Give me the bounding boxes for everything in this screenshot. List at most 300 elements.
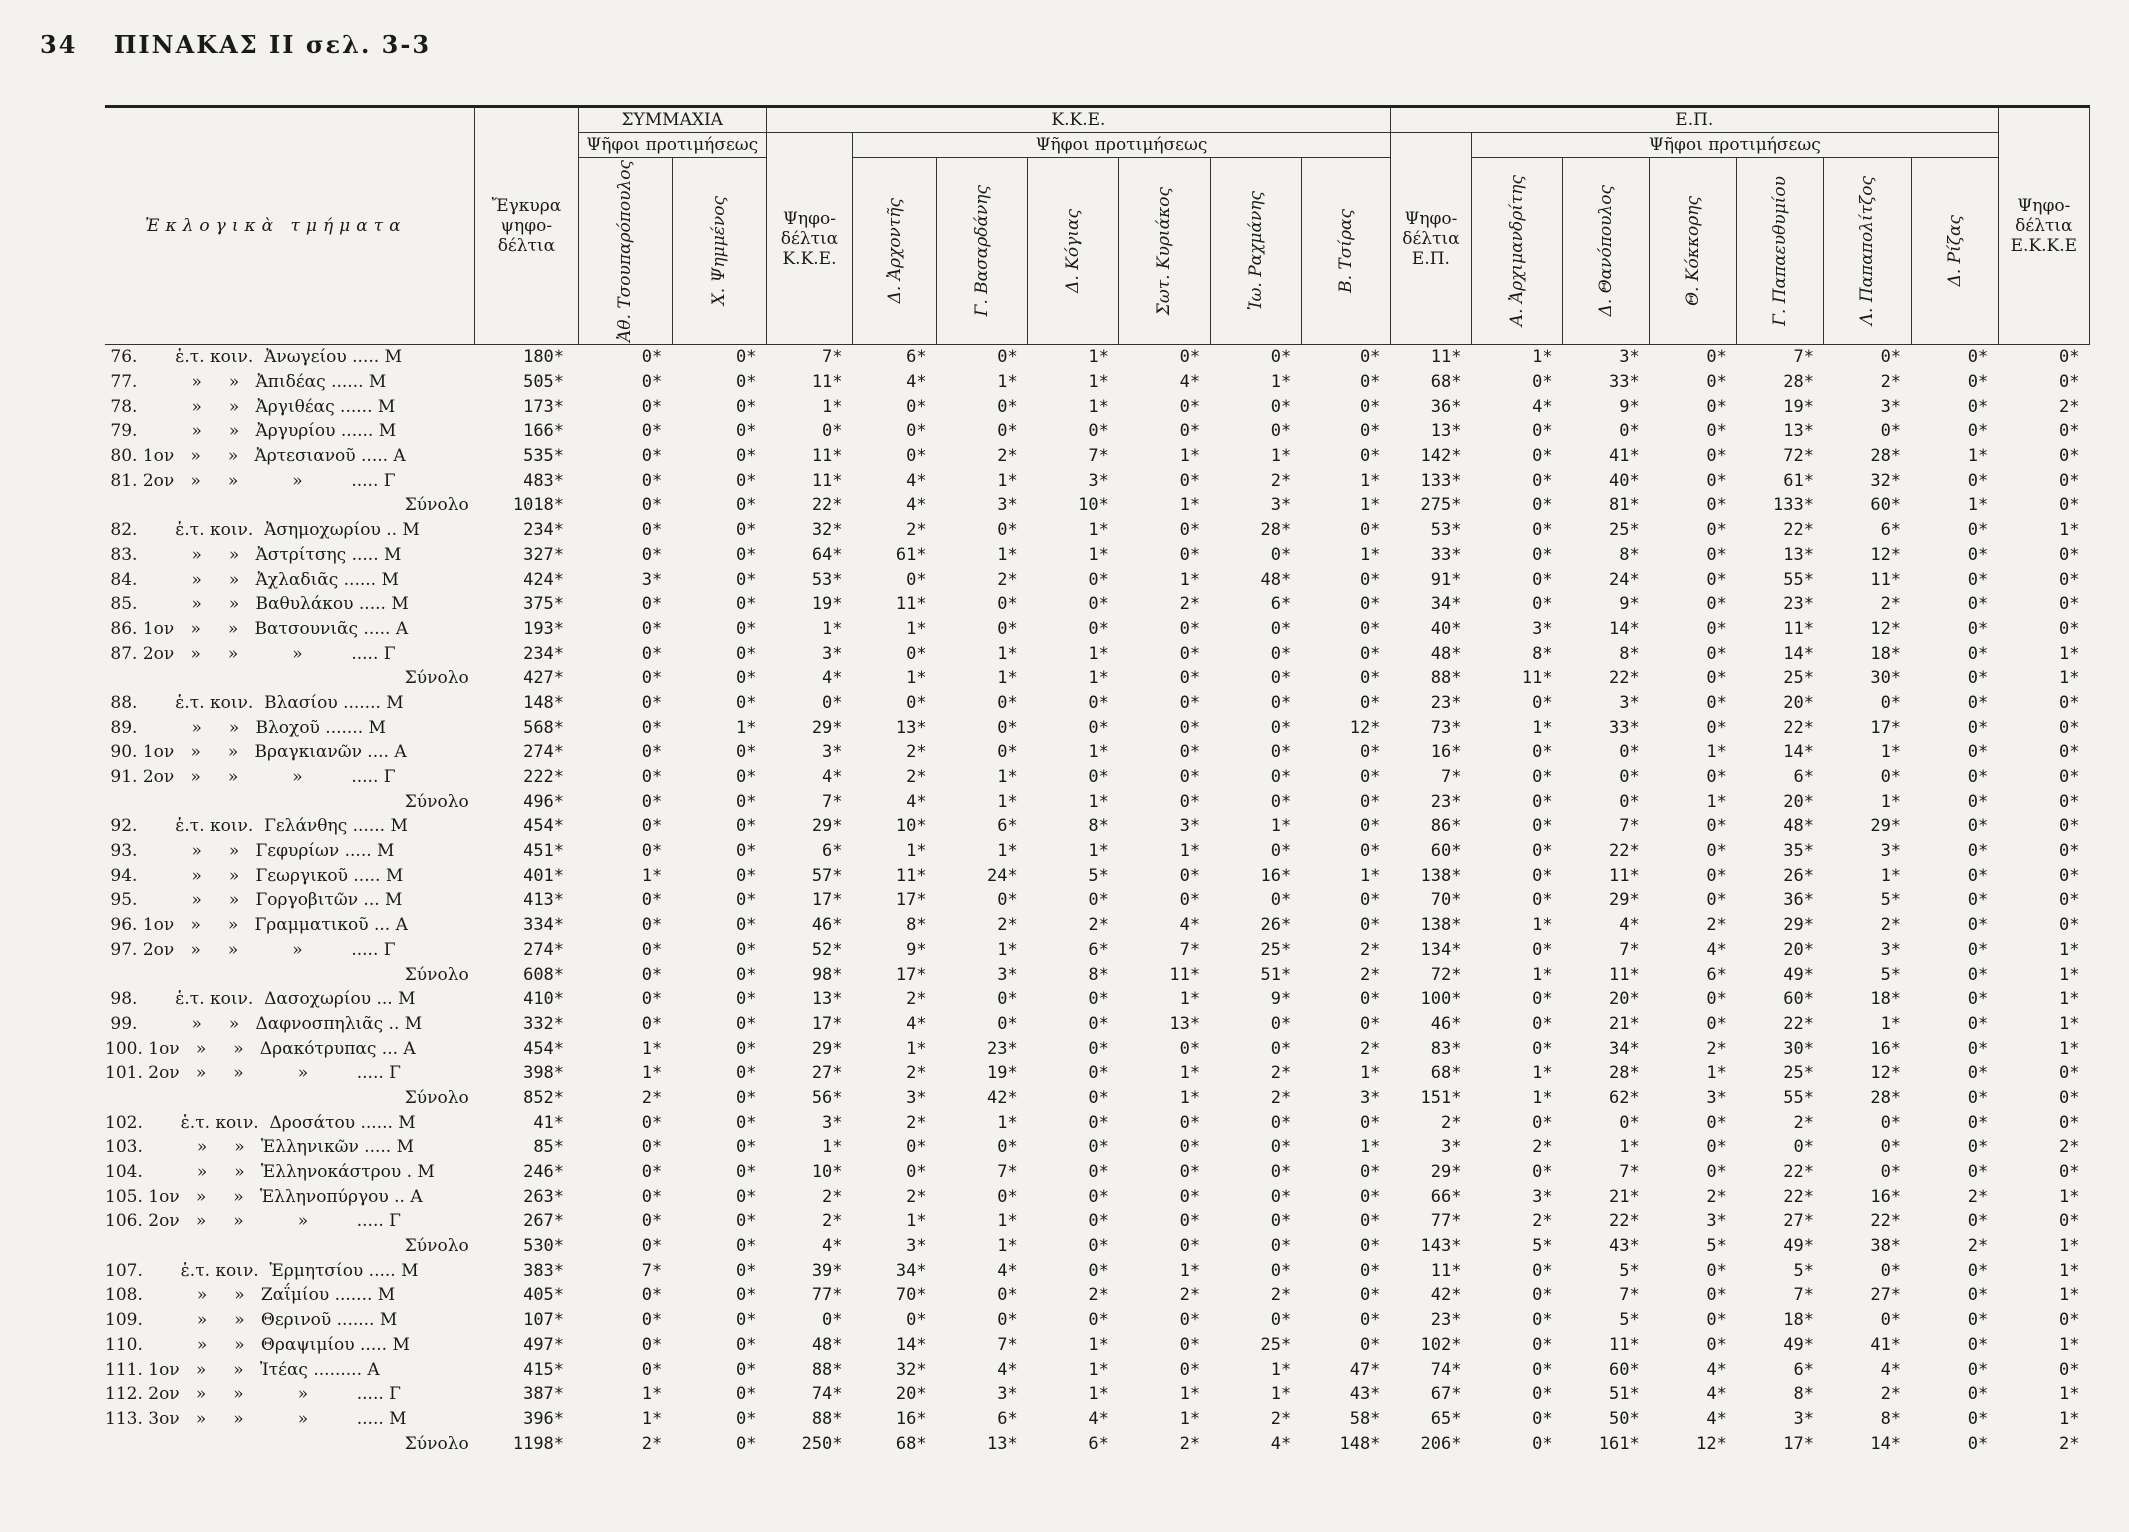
cell-value: 0* — [1967, 372, 1989, 393]
cell-value: 4* — [906, 495, 927, 516]
cell-value: 48* — [811, 1334, 843, 1355]
cell-value: 134* — [1420, 939, 1462, 960]
cell-value: 405* — [523, 1285, 565, 1306]
cell-value: 1* — [997, 544, 1018, 565]
cell-value: 0* — [641, 1211, 663, 1232]
cell-value: 34* — [1609, 1038, 1640, 1059]
table-body — [105, 345, 2090, 1456]
cell-value: 2* — [1880, 372, 1902, 393]
district-label: 107. ἑ.τ. κοιν. Ἑρμητσίου ..... Μ — [105, 1260, 419, 1281]
cell-value: 51* — [1609, 1384, 1640, 1405]
cell-value: 0* — [1359, 767, 1381, 788]
cell-value: 0* — [1967, 915, 1989, 936]
cell-value: 0* — [641, 446, 663, 467]
cell-value: 483* — [523, 470, 565, 491]
cell-value: 0* — [997, 396, 1018, 417]
cell-value: 0* — [641, 421, 663, 442]
cell-value: 19* — [987, 1063, 1018, 1084]
cell-value: 7* — [1619, 1162, 1640, 1183]
cell-value: 454* — [523, 1038, 565, 1059]
cell-value: 0* — [1532, 1260, 1553, 1281]
cell-value: 0* — [735, 668, 757, 689]
cell-value: 608* — [523, 964, 565, 985]
cell-value: 0* — [906, 421, 927, 442]
cell-value: 20* — [895, 1384, 927, 1405]
cell-value: 1* — [1270, 1384, 1292, 1405]
cell-value: 0* — [2059, 692, 2080, 713]
cell-value: 2* — [1179, 1285, 1201, 1306]
cell-value: 4* — [1880, 1359, 1902, 1380]
cell-value: 56* — [811, 1087, 843, 1108]
cell-value: 1* — [1619, 1137, 1640, 1158]
candidate-name: Θ. Κόκκορης — [1683, 196, 1704, 306]
cell-value: 7* — [641, 1260, 663, 1281]
cell-value: 50* — [1609, 1408, 1640, 1429]
table-row — [105, 567, 2090, 592]
cell-value: 29* — [811, 717, 843, 738]
cell-value: 2* — [1706, 1186, 1727, 1207]
cell-value: 3* — [1440, 1137, 1462, 1158]
cell-value: 4* — [1706, 1408, 1727, 1429]
cell-value: 1* — [1880, 791, 1902, 812]
cell-value: 0* — [1088, 1063, 1109, 1084]
cell-value: 11* — [1430, 1260, 1462, 1281]
cell-value: 0* — [1179, 347, 1201, 368]
cell-value: 7* — [1619, 939, 1640, 960]
cell-value: 11* — [1430, 347, 1462, 368]
district-label: 110. » » Θραψιμίου ..... Μ — [105, 1334, 410, 1355]
cell-value: 33* — [1609, 717, 1640, 738]
table-row — [105, 1357, 2090, 1382]
cell-value: 0* — [1706, 421, 1727, 442]
table-row — [105, 1110, 2090, 1135]
cell-value: 0* — [2059, 446, 2080, 467]
cell-value: 29* — [1870, 816, 1902, 837]
cell-value: 2* — [906, 1063, 927, 1084]
cell-value: 0* — [641, 989, 663, 1010]
cell-value: 91* — [1430, 569, 1462, 590]
header-symmachia: ΣΥΜΜΑΧΙΑ — [578, 107, 766, 133]
cell-value: 28* — [1609, 1063, 1640, 1084]
cell-value: 0* — [1967, 989, 1989, 1010]
cell-value: 0* — [1967, 1384, 1989, 1405]
cell-value: 0* — [1880, 347, 1902, 368]
cell-value: 0* — [2059, 841, 2080, 862]
cell-value: 13* — [987, 1433, 1018, 1454]
cell-value: 62* — [1609, 1087, 1640, 1108]
cell-value: 0* — [1270, 717, 1292, 738]
cell-value: 0* — [2059, 1310, 2080, 1331]
district-label: 78. » » Ἀργιθέας ...... Μ — [105, 396, 396, 417]
cell-value: 58* — [1349, 1408, 1381, 1429]
cell-value: 0* — [997, 989, 1018, 1010]
cell-value: 0* — [1619, 791, 1640, 812]
table-row — [105, 1012, 2090, 1037]
cell-value: 0* — [735, 816, 757, 837]
cell-value: 0* — [1967, 1013, 1989, 1034]
cell-value: 1* — [2059, 1408, 2080, 1429]
cell-value: 6* — [1793, 1359, 1814, 1380]
district-label: 100. 1ον » » Δρακότρυπας ... Α — [105, 1038, 416, 1059]
cell-value: 49* — [1783, 1334, 1814, 1355]
cell-value: 14* — [1870, 1433, 1902, 1454]
cell-value: 0* — [1532, 1408, 1553, 1429]
cell-value: 0* — [2059, 372, 2080, 393]
cell-value: 2* — [1967, 1236, 1989, 1257]
cell-value: 0* — [1359, 668, 1381, 689]
cell-value: 0* — [1088, 1087, 1109, 1108]
cell-value: 0* — [997, 520, 1018, 541]
cell-value: 66* — [1430, 1186, 1462, 1207]
cell-value: 2* — [1270, 470, 1292, 491]
cell-value: 13* — [811, 989, 843, 1010]
cell-value: 0* — [641, 939, 663, 960]
cell-value: 0* — [1088, 618, 1109, 639]
cell-value: 60* — [1783, 989, 1814, 1010]
cell-value: 1* — [997, 470, 1018, 491]
cell-value: 1018* — [512, 495, 565, 516]
cell-value: 88* — [811, 1408, 843, 1429]
district-label: 86. 1ον » » Βατσουνιᾶς ..... Α — [105, 618, 409, 639]
cell-value: 0* — [1706, 643, 1727, 664]
cell-value: 1* — [1706, 742, 1727, 763]
cell-value: 2* — [1880, 594, 1902, 615]
district-label: 105. 1ον » » Ἑλληνοπύργου .. Α — [105, 1186, 423, 1207]
cell-value: 11* — [1169, 964, 1201, 985]
table-row — [105, 1308, 2090, 1333]
cell-value: 0* — [735, 396, 757, 417]
cell-value: 398* — [523, 1063, 565, 1084]
cell-value: 3* — [1359, 1087, 1381, 1108]
cell-value: 0* — [1532, 890, 1553, 911]
table-row — [105, 394, 2090, 419]
total-label: Σύνολο — [404, 495, 469, 516]
cell-value: 1* — [1088, 347, 1109, 368]
cell-value: 43* — [1349, 1384, 1381, 1405]
cell-value: 0* — [1179, 1038, 1201, 1059]
cell-value: 28* — [1260, 520, 1292, 541]
cell-value: 16* — [895, 1408, 927, 1429]
cell-value: 0* — [1088, 569, 1109, 590]
cell-value: 9* — [1270, 989, 1292, 1010]
cell-value: 28* — [1783, 372, 1814, 393]
cell-value: 0* — [1179, 396, 1201, 417]
cell-value: 0* — [2059, 791, 2080, 812]
cell-value: 1* — [1088, 742, 1109, 763]
cell-value: 3* — [822, 742, 843, 763]
cell-value: 14* — [895, 1334, 927, 1355]
cell-value: 0* — [1179, 1211, 1201, 1232]
cell-value: 1* — [997, 1112, 1018, 1133]
cell-value: 0* — [1532, 939, 1553, 960]
table-row — [105, 518, 2090, 543]
cell-value: 0* — [1270, 1236, 1292, 1257]
cell-value: 0* — [1706, 396, 1727, 417]
cell-value: 1* — [1179, 446, 1201, 467]
table-row — [105, 641, 2090, 666]
cell-value: 0* — [1532, 1334, 1553, 1355]
cell-value: 0* — [641, 594, 663, 615]
cell-value: 1* — [1179, 989, 1201, 1010]
cell-value: 0* — [1967, 816, 1989, 837]
cell-value: 0* — [1967, 841, 1989, 862]
district-label: 111. 1ον » » Ἰτέας ......... Α — [105, 1359, 380, 1380]
cell-value: 3* — [1793, 1408, 1814, 1429]
cell-value: 0* — [2059, 421, 2080, 442]
cell-value: 0* — [1967, 668, 1989, 689]
cell-value: 0* — [1706, 495, 1727, 516]
cell-value: 0* — [1532, 1013, 1553, 1034]
cell-value: 1* — [1359, 495, 1381, 516]
cell-value: 30* — [1783, 1038, 1814, 1059]
table-row — [105, 839, 2090, 864]
cell-value: 0* — [641, 1137, 663, 1158]
cell-value: 0* — [1967, 1433, 1989, 1454]
cell-value: 0* — [641, 742, 663, 763]
cell-value: 12* — [1870, 618, 1902, 639]
cell-value: 0* — [1359, 692, 1381, 713]
cell-value: 9* — [906, 939, 927, 960]
cell-value: 4* — [906, 1013, 927, 1034]
table-row — [105, 1184, 2090, 1209]
cell-value: 13* — [895, 717, 927, 738]
cell-value: 74* — [1430, 1359, 1462, 1380]
cell-value: 7* — [997, 1334, 1018, 1355]
table-row — [105, 863, 2090, 888]
cell-value: 138* — [1420, 865, 1462, 886]
cell-value: 0* — [735, 1087, 757, 1108]
cell-value: 151* — [1420, 1087, 1462, 1108]
cell-value: 0* — [1967, 1087, 1989, 1108]
cell-value: 0* — [735, 742, 757, 763]
cell-value: 0* — [906, 1310, 927, 1331]
cell-value: 0* — [1706, 372, 1727, 393]
cell-value: 107* — [523, 1310, 565, 1331]
cell-value: 375* — [523, 594, 565, 615]
cell-value: 8* — [1619, 544, 1640, 565]
cell-value: 497* — [523, 1334, 565, 1355]
cell-value: 2* — [997, 569, 1018, 590]
cell-value: 1* — [2059, 939, 2080, 960]
district-label: 90. 1ον » » Βραγκιανῶν .... Α — [105, 742, 407, 763]
cell-value: 29* — [1783, 915, 1814, 936]
cell-value: 5* — [1619, 1260, 1640, 1281]
cell-value: 85* — [533, 1137, 565, 1158]
cell-value: 6* — [1270, 594, 1292, 615]
cell-value: 48* — [1783, 816, 1814, 837]
cell-value: 22* — [811, 495, 843, 516]
cell-value: 4* — [1706, 1359, 1727, 1380]
cell-value: 0* — [1706, 692, 1727, 713]
header-valid: Ἔγκυρα ψηφο-δέλτια — [475, 107, 578, 345]
cell-value: 0* — [1532, 421, 1553, 442]
cell-value: 1* — [2059, 1285, 2080, 1306]
cell-value: 274* — [523, 742, 565, 763]
cell-value: 0* — [2059, 1162, 2080, 1183]
cell-value: 1* — [1532, 717, 1553, 738]
cell-value: 13* — [1783, 544, 1814, 565]
cell-value: 0* — [822, 1310, 843, 1331]
cell-value: 0* — [1088, 1236, 1109, 1257]
district-label: 83. » » Ἀστρίτσης ..... Μ — [105, 544, 402, 565]
cell-value: 0* — [1967, 594, 1989, 615]
cell-value: 0* — [1532, 470, 1553, 491]
cell-value: 0* — [1706, 569, 1727, 590]
cell-value: 73* — [1430, 717, 1462, 738]
cell-value: 10* — [895, 816, 927, 837]
cell-value: 0* — [1270, 668, 1292, 689]
cell-value: 454* — [523, 816, 565, 837]
cell-value: 250* — [801, 1433, 843, 1454]
cell-value: 22* — [1783, 1013, 1814, 1034]
cell-value: 0* — [906, 569, 927, 590]
cell-value: 1* — [997, 668, 1018, 689]
cell-value: 25* — [1783, 668, 1814, 689]
table-row — [105, 1209, 2090, 1234]
candidate-name: Λ. Παπαπολίτζος — [1857, 176, 1878, 326]
cell-value: 2* — [1088, 1285, 1109, 1306]
cell-value: 4* — [997, 1359, 1018, 1380]
cell-value: 25* — [1609, 520, 1640, 541]
cell-value: 60* — [1609, 1359, 1640, 1380]
cell-value: 0* — [1967, 520, 1989, 541]
cell-value: 0* — [1270, 1112, 1292, 1133]
cell-value: 222* — [523, 767, 565, 788]
cell-value: 3* — [1532, 1186, 1553, 1207]
total-label: Σύνολο — [404, 1433, 469, 1454]
cell-value: 275* — [1420, 495, 1462, 516]
cell-value: 0* — [735, 692, 757, 713]
cell-value: 7* — [1179, 939, 1201, 960]
cell-value: 0* — [2059, 544, 2080, 565]
cell-value: 5* — [1532, 1236, 1553, 1257]
cell-value: 8* — [1880, 1408, 1902, 1429]
cell-value: 451* — [523, 841, 565, 862]
cell-value: 0* — [906, 643, 927, 664]
cell-value: 61* — [895, 544, 927, 565]
cell-value: 206* — [1420, 1433, 1462, 1454]
candidate-name: Δ. Θανόπουλος — [1596, 185, 1617, 317]
cell-value: 0* — [641, 1236, 663, 1257]
cell-value: 166* — [523, 421, 565, 442]
cell-value: 0* — [997, 618, 1018, 639]
cell-value: 0* — [2059, 1359, 2080, 1380]
cell-value: 0* — [1270, 742, 1292, 763]
cell-value: 1* — [1088, 643, 1109, 664]
cell-value: 13* — [1430, 421, 1462, 442]
cell-value: 2* — [906, 520, 927, 541]
cell-value: 100* — [1420, 989, 1462, 1010]
cell-value: 3* — [641, 569, 663, 590]
cell-value: 0* — [1967, 1285, 1989, 1306]
candidate-name: Ἰω. Ραχμάνης — [1245, 191, 1266, 311]
table-row — [105, 1258, 2090, 1283]
total-row — [105, 1086, 2090, 1111]
header-districts: Ἐκλογικὰ τμήματα — [105, 107, 475, 345]
cell-value: 0* — [1706, 1260, 1727, 1281]
cell-value: 0* — [1359, 396, 1381, 417]
cell-value: 0* — [1270, 692, 1292, 713]
cell-value: 1* — [1088, 1334, 1109, 1355]
cell-value: 1* — [1706, 791, 1727, 812]
cell-value: 0* — [1967, 1408, 1989, 1429]
cell-value: 0* — [1967, 1359, 1989, 1380]
cell-value: 4* — [1532, 396, 1553, 417]
district-label: 88. ἑ.τ. κοιν. Βλασίου ....... Μ — [105, 692, 404, 713]
cell-value: 47* — [1349, 1359, 1381, 1380]
cell-value: 0* — [1270, 767, 1292, 788]
cell-value: 0* — [1967, 470, 1989, 491]
cell-value: 64* — [811, 544, 843, 565]
table-row — [105, 1036, 2090, 1061]
cell-value: 193* — [523, 618, 565, 639]
cell-value: 11* — [1609, 964, 1640, 985]
cell-value: 0* — [1532, 1384, 1553, 1405]
cell-value: 23* — [1430, 1310, 1462, 1331]
cell-value: 0* — [1967, 1211, 1989, 1232]
cell-value: 0* — [1706, 1334, 1727, 1355]
cell-value: 0* — [1967, 939, 1989, 960]
cell-value: 2* — [906, 1112, 927, 1133]
cell-value: 0* — [1270, 1162, 1292, 1183]
cell-value: 1* — [2059, 1236, 2080, 1257]
cell-value: 0* — [997, 1013, 1018, 1034]
cell-value: 22* — [1609, 668, 1640, 689]
candidate-name: Γ. Βασαρδάνης — [972, 185, 993, 317]
candidate-name: Χ. Ψημμένος — [709, 196, 730, 306]
cell-value: 2* — [1793, 1112, 1814, 1133]
cell-value: 0* — [1532, 841, 1553, 862]
page-title: ΠΙΝΑΚΑΣ ΙΙ σελ. 3-3 — [113, 30, 432, 59]
cell-value: 11* — [1870, 569, 1902, 590]
cell-value: 6* — [997, 816, 1018, 837]
cell-value: 0* — [641, 816, 663, 837]
cell-value: 3* — [1270, 495, 1292, 516]
cell-value: 2* — [906, 742, 927, 763]
cell-value: 0* — [1270, 544, 1292, 565]
cell-value: 3* — [1880, 396, 1902, 417]
cell-value: 0* — [641, 544, 663, 565]
cell-value: 6* — [822, 841, 843, 862]
cell-value: 0* — [1088, 1112, 1109, 1133]
cell-value: 0* — [641, 1186, 663, 1207]
cell-value: 0* — [997, 890, 1018, 911]
cell-value: 0* — [1088, 1211, 1109, 1232]
cell-value: 0* — [1706, 816, 1727, 837]
cell-value: 1* — [1532, 347, 1553, 368]
cell-value: 0* — [1270, 618, 1292, 639]
cell-value: 42* — [1430, 1285, 1462, 1306]
cell-value: 0* — [641, 495, 663, 516]
cell-value: 0* — [1359, 1162, 1381, 1183]
cell-value: 23* — [1783, 594, 1814, 615]
cell-value: 0* — [1359, 421, 1381, 442]
table-row — [105, 1333, 2090, 1358]
cell-value: 334* — [523, 915, 565, 936]
cell-value: 0* — [1270, 347, 1292, 368]
cell-value: 0* — [735, 594, 757, 615]
cell-value: 0* — [735, 618, 757, 639]
cell-value: 2* — [1270, 1285, 1292, 1306]
cell-value: 0* — [1706, 865, 1727, 886]
cell-value: 0* — [1270, 791, 1292, 812]
cell-value: 0* — [641, 1285, 663, 1306]
cell-value: 0* — [735, 372, 757, 393]
total-row — [105, 1234, 2090, 1259]
cell-value: 1* — [997, 643, 1018, 664]
table-row — [105, 592, 2090, 617]
cell-value: 0* — [1967, 767, 1989, 788]
